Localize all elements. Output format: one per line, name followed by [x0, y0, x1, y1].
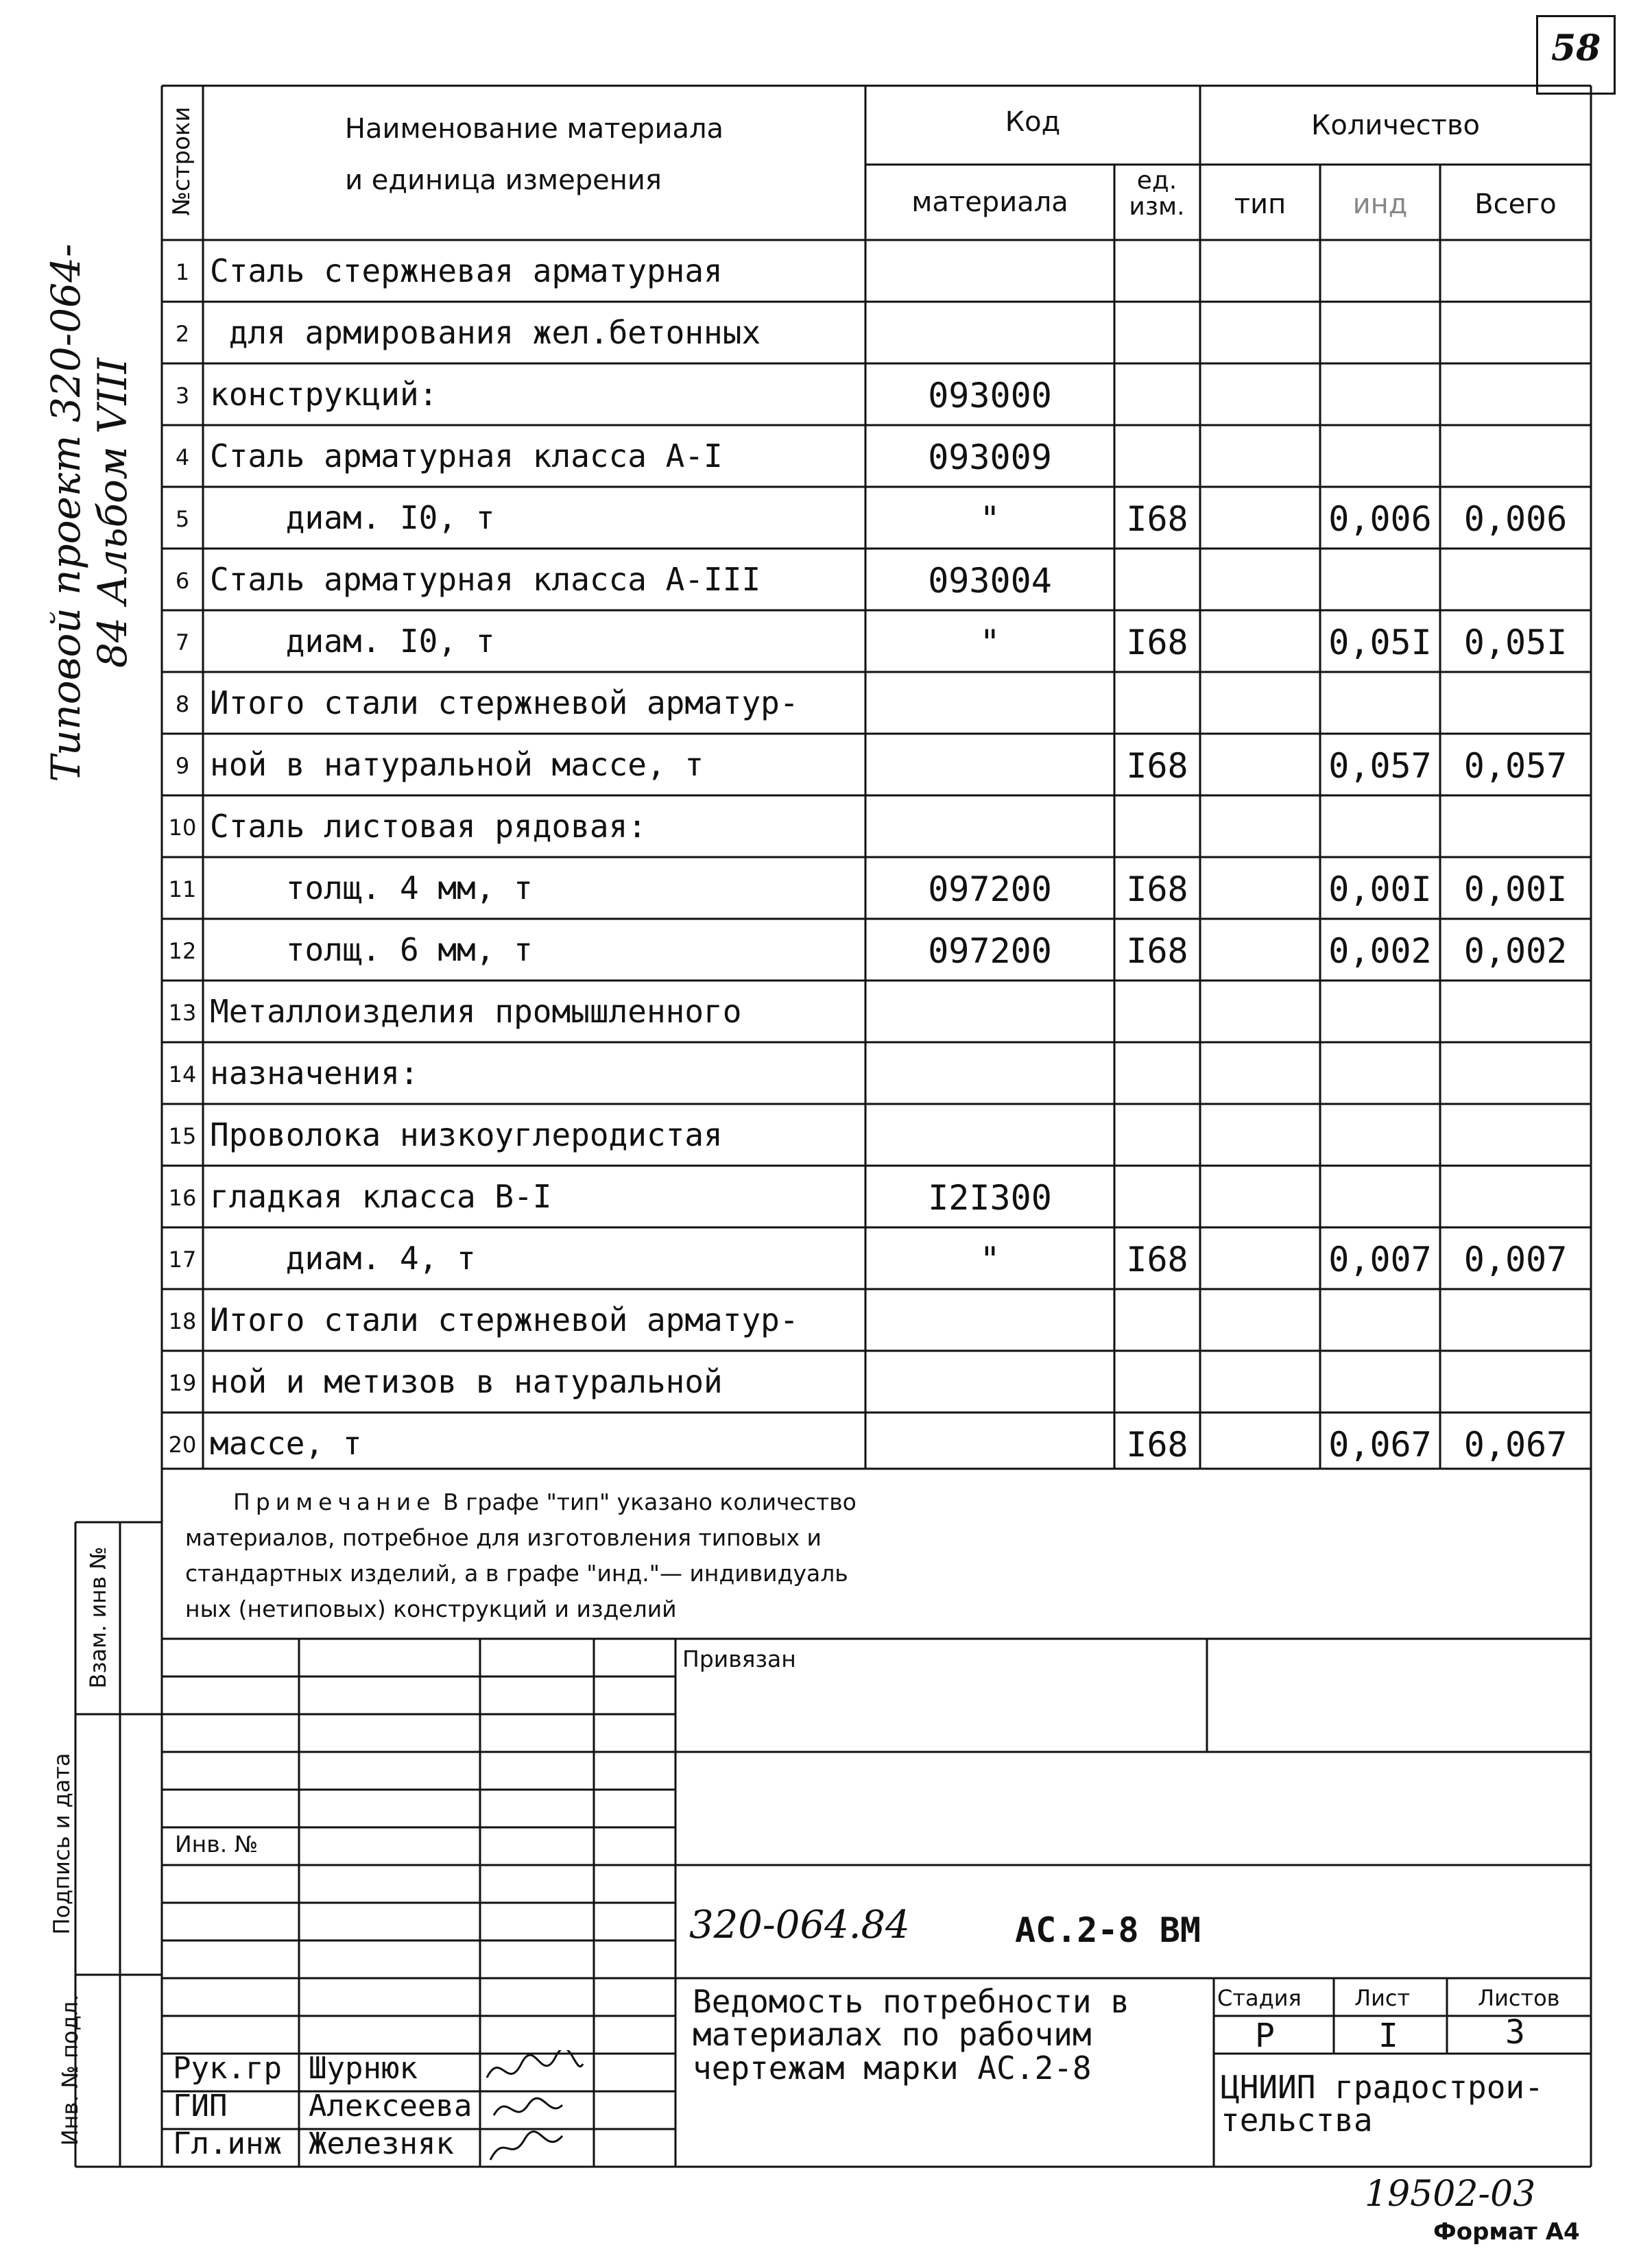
- cell-n: 4: [175, 444, 190, 470]
- format-label: Формат А4: [1433, 2218, 1580, 2246]
- header-code: Код: [1005, 106, 1061, 138]
- cell-name: ной в натуральной массе, т: [210, 746, 704, 783]
- note-line1: В графе "тип" указано количество: [435, 1489, 857, 1515]
- cell-name: конструкций:: [210, 376, 438, 413]
- header-name-line2: и единица измерения: [345, 165, 662, 196]
- cell-total: 0,057: [1463, 746, 1568, 786]
- stage-value: Р: [1255, 2017, 1275, 2055]
- doc-title-line2: материалах по рабочим: [693, 2016, 1092, 2054]
- cell-n: 16: [168, 1185, 197, 1211]
- privyazan-label: Привязан: [682, 1646, 796, 1672]
- cell-unit: I68: [1126, 1425, 1188, 1465]
- sheet-label: Лист: [1354, 1985, 1411, 2011]
- cell-total: 0,00I: [1463, 869, 1568, 909]
- header-qty-type: тип: [1234, 189, 1286, 220]
- cell-unit: I68: [1126, 931, 1188, 971]
- cell-n: 2: [175, 321, 190, 347]
- doc-title-line3: чертежам марки АС.2-8: [693, 2049, 1092, 2087]
- role-label: ГИП: [173, 2089, 228, 2124]
- cell-total: 0,05I: [1463, 623, 1568, 662]
- cell-ind: 0,067: [1328, 1425, 1432, 1465]
- header-row-no: №строки: [168, 106, 195, 216]
- cell-n: 5: [175, 506, 190, 532]
- note-line3: стандартных изделий, а в графе "инд."— индивидуаль: [185, 1560, 848, 1587]
- cell-code: 097200: [928, 869, 1052, 909]
- cell-code: ": [979, 1240, 1001, 1279]
- cell-n: 19: [168, 1370, 197, 1396]
- cell-name: Металлоизделия промышленного: [210, 993, 742, 1030]
- doc-title-line1: Ведомость потребности в: [693, 1983, 1129, 2020]
- cell-n: 3: [175, 383, 190, 409]
- note-line4: ных (нетиповых) конструкций и изделий: [185, 1596, 677, 1622]
- cell-n: 7: [175, 629, 190, 656]
- stage-label: Стадия: [1217, 1985, 1302, 2011]
- header-qty-total: Всего: [1474, 189, 1557, 220]
- cell-ind: 0,05I: [1328, 623, 1432, 662]
- cell-name: толщ. 6 мм, т: [210, 931, 533, 968]
- cell-name: диам. I0, т: [210, 499, 495, 536]
- cell-n: 9: [175, 753, 190, 779]
- cell-total: 0,067: [1463, 1425, 1568, 1465]
- cell-n: 18: [168, 1308, 197, 1334]
- note-title: Примечание: [233, 1489, 436, 1515]
- cell-n: 17: [168, 1247, 197, 1273]
- cell-code: 093004: [928, 561, 1052, 601]
- doc-title: [693, 1983, 1129, 2087]
- note-line2: материалов, потребное для изготовления типовых и: [185, 1524, 822, 1551]
- cell-name: Сталь арматурная класса А-III: [210, 561, 761, 598]
- inv-no-label: Инв. №: [175, 1831, 259, 1858]
- project-number: 320-064.84: [689, 1903, 910, 1947]
- cell-total: 0,006: [1463, 499, 1568, 539]
- cell-name: Итого стали стержневой арматур-: [210, 684, 799, 721]
- doc-code: АС.2-8 ВМ: [1015, 1910, 1201, 1950]
- cell-n: 6: [175, 568, 190, 594]
- person-name: Железняк: [309, 2126, 454, 2161]
- cell-n: 20: [168, 1432, 197, 1458]
- cell-code: 097200: [928, 931, 1052, 971]
- signatures: [480, 2050, 590, 2167]
- cell-code: ": [979, 623, 1001, 662]
- cell-name: диам. I0, т: [210, 623, 495, 660]
- cell-code: 093000: [928, 376, 1052, 416]
- cell-unit: I68: [1126, 746, 1188, 786]
- cell-name: назначения:: [210, 1055, 419, 1092]
- cell-ind: 0,007: [1328, 1240, 1432, 1279]
- header-qty-ind: инд: [1352, 189, 1408, 220]
- role-label: Гл.инж: [173, 2126, 282, 2161]
- cell-n: 10: [168, 815, 197, 841]
- cell-name: ной и метизов в натуральной: [210, 1363, 723, 1400]
- cell-ind: 0,057: [1328, 746, 1432, 786]
- side-podpis: Подпись и дата: [49, 1753, 75, 1935]
- header-code-material: материала: [911, 187, 1068, 218]
- cell-unit: I68: [1126, 499, 1188, 539]
- header-quantity: Количество: [1310, 110, 1480, 141]
- cell-n: 15: [168, 1123, 197, 1149]
- cell-ind: 0,00I: [1328, 869, 1432, 909]
- cell-name: диам. 4, т: [210, 1240, 476, 1277]
- cell-code: ": [979, 499, 1001, 539]
- page-number: 58: [1551, 27, 1601, 69]
- cell-name: для армирования жел.бетонных: [210, 314, 761, 351]
- cell-unit: I68: [1126, 623, 1188, 662]
- person-name: Шурнюк: [309, 2051, 418, 2086]
- side-caption: Типовой проект 320-064-84 Альбом VIII: [43, 243, 136, 782]
- cell-name: Итого стали стержневой арматур-: [210, 1301, 799, 1338]
- cell-ind: 0,002: [1328, 931, 1432, 971]
- person-name: Алексеева: [309, 2089, 472, 2124]
- cell-n: 13: [168, 1000, 197, 1026]
- cell-code: I2I300: [928, 1178, 1052, 1218]
- sheets-value: 3: [1505, 2013, 1525, 2052]
- cell-name: Проволока низкоуглеродистая: [210, 1116, 723, 1153]
- cell-name: Сталь стержневая арматурная: [210, 252, 723, 289]
- cell-name: гладкая класса В-I: [210, 1178, 552, 1215]
- header-name-line1: Наименование материала: [344, 113, 724, 145]
- cell-unit: I68: [1126, 869, 1188, 909]
- cell-n: 12: [168, 938, 197, 964]
- cell-total: 0,007: [1463, 1240, 1568, 1279]
- cell-name: массе, т: [210, 1425, 362, 1462]
- organization: [1221, 2071, 1544, 2137]
- cell-ind: 0,006: [1328, 499, 1432, 539]
- org-line2: тельства: [1221, 2102, 1373, 2139]
- side-inv-podl: Инв. № подл.: [57, 1994, 83, 2146]
- note: [185, 1484, 1077, 1627]
- sheets-label: Листов: [1478, 1985, 1560, 2011]
- side-vzam: Взам. инв №: [85, 1546, 111, 1689]
- cell-code: 093009: [928, 437, 1052, 477]
- header-code-unit: ед. изм.: [1129, 167, 1185, 221]
- cell-n: 11: [168, 876, 197, 902]
- cell-n: 1: [175, 259, 190, 285]
- sheet-value: I: [1378, 2017, 1398, 2055]
- cell-n: 14: [168, 1061, 197, 1087]
- cell-n: 8: [175, 691, 190, 717]
- cell-name: Сталь листовая рядовая:: [210, 808, 647, 845]
- cell-name: толщ. 4 мм, т: [210, 869, 533, 906]
- cell-name: Сталь арматурная класса А-I: [210, 437, 723, 474]
- org-line1: ЦНИИП градострои-: [1221, 2069, 1544, 2106]
- cell-unit: I68: [1126, 1240, 1188, 1279]
- role-label: Рук.гр: [173, 2051, 282, 2086]
- cell-total: 0,002: [1463, 931, 1568, 971]
- bottom-code: 19502-03: [1365, 2174, 1536, 2215]
